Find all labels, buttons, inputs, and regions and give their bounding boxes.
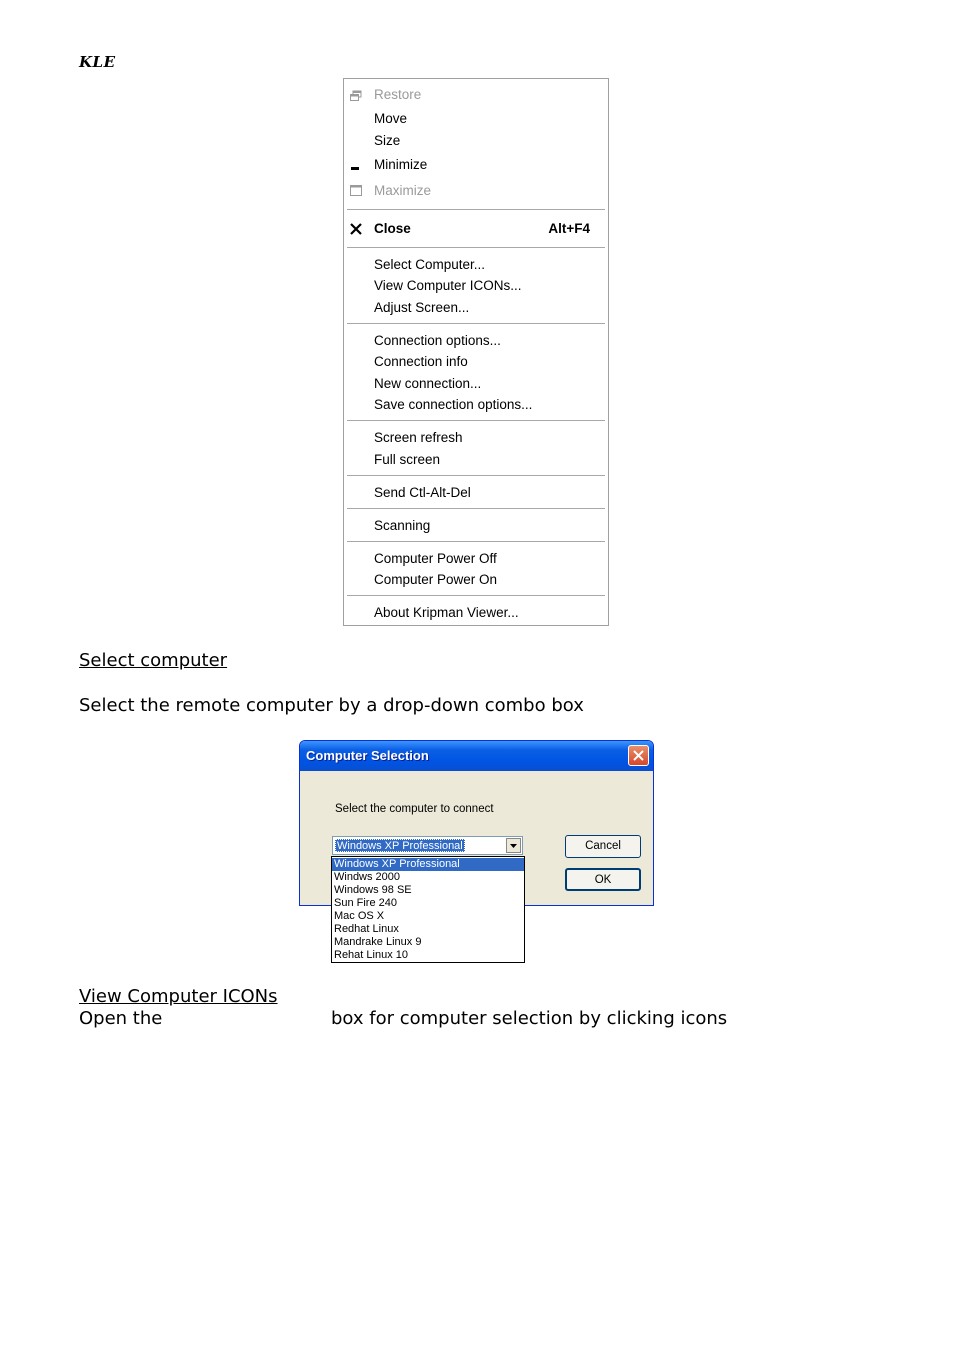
restore-icon bbox=[349, 89, 363, 103]
select-computer-heading: Select computer bbox=[79, 650, 228, 671]
maximize-icon bbox=[349, 184, 363, 198]
menu-item-maximize[interactable]: Maximize bbox=[374, 183, 432, 198]
menu-separator bbox=[347, 595, 605, 596]
system-menu bbox=[343, 78, 609, 626]
dialog-close-button[interactable] bbox=[628, 745, 649, 766]
menu-item-connection-options[interactable]: Connection options... bbox=[374, 333, 501, 348]
dropdown-option[interactable]: Mac OS X bbox=[334, 910, 385, 922]
close-icon bbox=[629, 746, 648, 765]
view-icons-text-left: Open the bbox=[79, 1008, 163, 1029]
menu-item-select-computer[interactable]: Select Computer... bbox=[374, 257, 486, 272]
menu-item-about[interactable]: About Kripman Viewer... bbox=[374, 605, 519, 620]
menu-item-send-ctl-alt-del[interactable]: Send Ctl-Alt-Del bbox=[374, 485, 471, 500]
dropdown-option[interactable]: Redhat Linux bbox=[334, 923, 399, 935]
close-x-icon bbox=[349, 222, 363, 236]
menu-item-computer-power-off[interactable]: Computer Power Off bbox=[374, 551, 497, 566]
menu-item-computer-power-on[interactable]: Computer Power On bbox=[374, 572, 498, 587]
menu-item-view-computer-icons[interactable]: View Computer ICONs... bbox=[374, 278, 522, 293]
menu-item-new-connection[interactable]: New connection... bbox=[374, 376, 482, 391]
dropdown-option[interactable]: Mandrake Linux 9 bbox=[334, 936, 422, 948]
ok-button[interactable]: OK bbox=[565, 868, 641, 891]
header-kle: KLE bbox=[79, 53, 116, 71]
menu-item-scanning[interactable]: Scanning bbox=[374, 518, 431, 533]
dropdown-option[interactable]: Windws 2000 bbox=[334, 871, 401, 883]
computer-combo-box[interactable] bbox=[332, 836, 523, 855]
dialog-title: Computer Selection bbox=[306, 748, 429, 763]
menu-separator bbox=[347, 420, 605, 421]
menu-separator bbox=[347, 209, 605, 210]
menu-separator bbox=[347, 323, 605, 324]
menu-separator bbox=[347, 508, 605, 509]
cancel-button[interactable]: Cancel bbox=[565, 835, 641, 858]
computer-dropdown-list bbox=[331, 856, 525, 963]
dialog-label: Select the computer to connect bbox=[335, 803, 494, 815]
menu-item-adjust-screen[interactable]: Adjust Screen... bbox=[374, 300, 470, 315]
view-icons-text-right: box for computer selection by clicking icons bbox=[331, 1008, 728, 1029]
dropdown-option[interactable]: Sun Fire 240 bbox=[334, 897, 397, 909]
menu-item-move[interactable]: Move bbox=[374, 111, 408, 126]
menu-item-connection-info[interactable]: Connection info bbox=[374, 354, 468, 369]
dropdown-option[interactable]: Windows 98 SE bbox=[334, 884, 412, 896]
menu-separator bbox=[347, 247, 605, 248]
close-accelerator: Alt+F4 bbox=[548, 221, 590, 236]
menu-item-save-connection-options[interactable]: Save connection options... bbox=[374, 397, 533, 412]
menu-separator bbox=[347, 541, 605, 542]
dialog-titlebar[interactable] bbox=[300, 741, 653, 771]
combo-dropdown-button[interactable] bbox=[506, 838, 521, 853]
menu-item-close[interactable]: Close bbox=[374, 221, 411, 236]
view-icons-heading: View Computer ICONs bbox=[79, 986, 278, 1007]
menu-item-restore[interactable]: Restore bbox=[374, 87, 422, 102]
chevron-down-icon bbox=[507, 839, 520, 852]
minimize-icon bbox=[349, 158, 363, 172]
menu-item-size[interactable]: Size bbox=[374, 133, 401, 148]
dropdown-option[interactable]: Windows XP Professional bbox=[332, 858, 524, 871]
dropdown-option[interactable]: Rehat Linux 10 bbox=[334, 949, 408, 961]
combo-selected-value: Windows XP Professional bbox=[337, 840, 463, 852]
menu-item-full-screen[interactable]: Full screen bbox=[374, 452, 441, 467]
menu-item-minimize[interactable]: Minimize bbox=[374, 157, 428, 172]
select-computer-description: Select the remote computer by a drop-down combo box bbox=[79, 695, 584, 716]
menu-separator bbox=[347, 475, 605, 476]
menu-item-screen-refresh[interactable]: Screen refresh bbox=[374, 430, 463, 445]
